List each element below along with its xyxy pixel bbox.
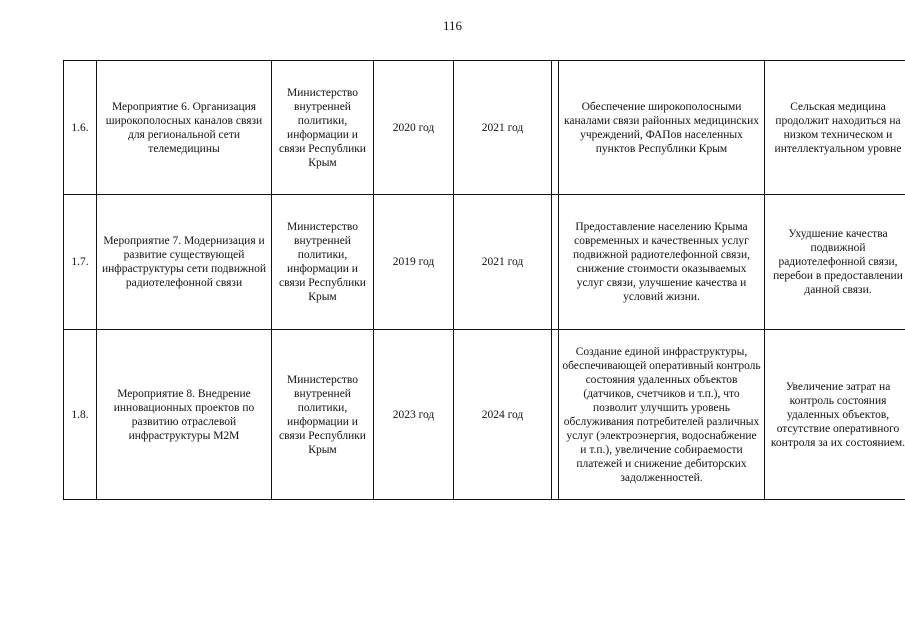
row-number: 1.8. <box>64 330 97 500</box>
executor: Министерство внутренней политики, информации и связи Республики Крым <box>272 61 374 195</box>
consequence: Сельская медицина продолжит находиться на низком техническом и интеллектуальном уровне <box>765 61 905 195</box>
table-row <box>64 61 905 195</box>
consequence: Ухудшение качества подвижной радиотелефонной связи, перебои в предоставлении данной связи. <box>765 195 905 330</box>
expected-result: Обеспечение широкополосными каналами связи районных медицинских учреждений, ФАПов населенных пунктов Республики Крым <box>559 61 765 195</box>
end-year: 2021 год <box>454 61 552 195</box>
start-year: 2023 год <box>374 330 454 500</box>
event-name: Мероприятие 7. Модернизация и развитие существующей инфраструктуры сети подвижной радиотелефонной связи <box>97 195 272 330</box>
page-number: 116 <box>442 18 463 33</box>
table-row <box>64 330 905 500</box>
start-year: 2019 год <box>374 195 454 330</box>
empty-cell <box>552 61 559 195</box>
empty-cell <box>552 195 559 330</box>
executor: Министерство внутренней политики, информации и связи Республики Крым <box>272 195 374 330</box>
row-number: 1.7. <box>64 195 97 330</box>
consequence: Увеличение затрат на контроль состояния удаленных объектов, отсутствие оперативного контроля за их состоянием. <box>765 330 905 500</box>
end-year: 2024 год <box>454 330 552 500</box>
executor: Министерство внутренней политики, информации и связи Республики Крым <box>272 330 374 500</box>
measures-table <box>63 60 905 500</box>
empty-cell <box>552 330 559 500</box>
expected-result: Предоставление населению Крыма современных и качественных услуг подвижной радиотелефонной связи, снижение стоимости оказываемых услуг связи, улучшение качества и условий жизни. <box>559 195 765 330</box>
row-number: 1.6. <box>64 61 97 195</box>
event-name: Мероприятие 6. Организация широкополосных каналов связи для региональной сети телемедицины <box>97 61 272 195</box>
event-name: Мероприятие 8. Внедрение инновационных проектов по развитию отраслевой инфраструктуры M2M <box>97 330 272 500</box>
end-year: 2021 год <box>454 195 552 330</box>
start-year: 2020 год <box>374 61 454 195</box>
expected-result: Создание единой инфраструктуры, обеспечивающей оперативный контроль состояния удаленных объектов (датчиков, счетчиков и т.п.), что позволит улучшить уровень обслуживания потребителей различных услуг (электроэнергия, водоснабжение и т.п.), увеличение собираемости платежей и снижение дебиторских задолженностей. <box>559 330 765 500</box>
table-row <box>64 195 905 330</box>
